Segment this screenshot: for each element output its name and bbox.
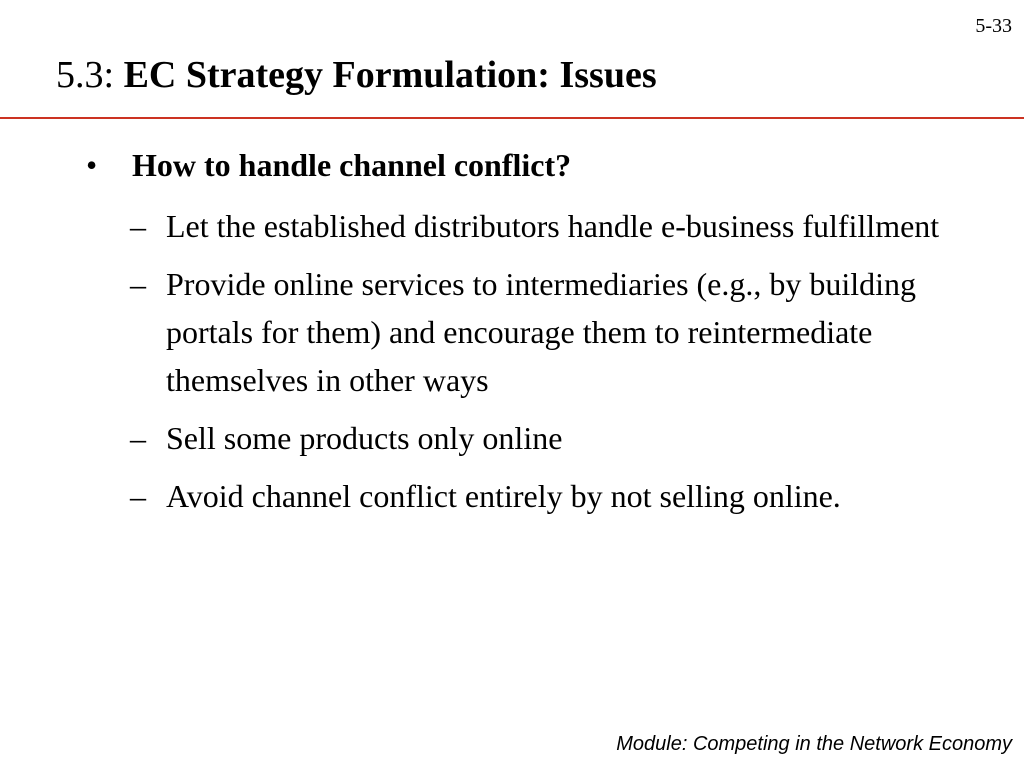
sub-bullet-text: Let the established distributors handle e-business fulfillment	[166, 208, 940, 244]
sub-bullet-text: Provide online services to intermediaries (e.g., by building portals for them) and encourage them to reintermediate themselves in other ways	[166, 266, 917, 398]
sub-bullet-dash: –	[130, 478, 146, 514]
slide-title	[56, 52, 657, 98]
main-bullet	[86, 141, 1006, 189]
sub-bullet-item	[130, 202, 1010, 250]
sub-bullet-text: Avoid channel conflict entirely by not selling online.	[166, 478, 841, 514]
sub-bullet-item	[130, 472, 1010, 520]
title-main: EC Strategy Formulation: Issues	[123, 54, 657, 96]
sub-bullet-text: Sell some products only online	[166, 420, 563, 456]
sub-bullet-list	[130, 202, 1010, 530]
sub-bullet-item	[130, 260, 1010, 404]
slide-number: 5-33	[975, 15, 1012, 37]
sub-bullet-item	[130, 414, 1010, 462]
sub-bullet-dash: –	[130, 266, 146, 302]
sub-bullet-dash: –	[130, 420, 146, 456]
title-divider	[0, 117, 1024, 119]
title-prefix: 5.3:	[56, 54, 124, 96]
footer-module-label: Module: Competing in the Network Economy	[616, 733, 1012, 755]
sub-bullet-dash: –	[130, 208, 146, 244]
bullet-marker: •	[86, 147, 98, 183]
bullet-text: How to handle channel conflict?	[132, 147, 572, 183]
